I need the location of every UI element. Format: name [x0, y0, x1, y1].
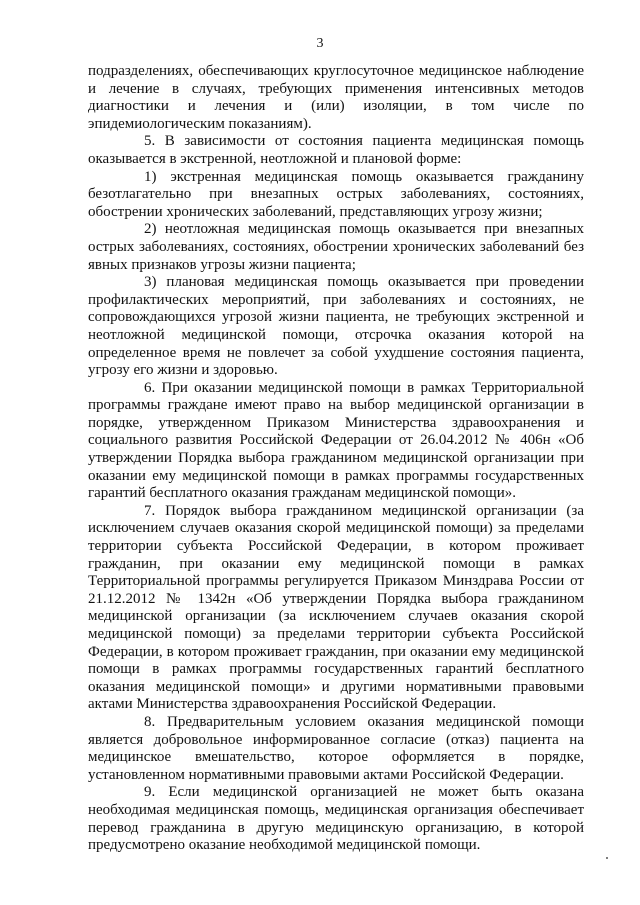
paragraph-8: 8. Предварительным условием оказания медицинской помощи является добровольное информированное согласие (отказ) пациента на медицинское вмешательство, которое оформляется в порядке, установленном нормативными правовыми актами Российской Федерации.	[88, 713, 584, 783]
paragraph-5-item-3: 3) плановая медицинская помощь оказывается при проведении профилактических мероприятий, при заболеваниях и состояниях, не сопровождающихся угрозой жизни пациента, не требующих экстренной и неотложной медицинской помощи, отсрочка оказания которой на определенное время не повлечет за собой ухудшение состояния пациента, угрозу его жизни и здоровью.	[88, 274, 584, 379]
paragraph-6: 6. При оказании медицинской помощи в рамках Территориальной программы граждане имеют право на выбор медицинской организации в порядке, утвержденном Приказом Министерства здравоохранения и социального развития Российской Федерации от 26.04.2012 № 406н «Об утверждении Порядка выбора гражданином медицинской организации при оказании ему медицинской помощи в рамках программы государственных гарантий бесплатного оказания гражданам медицинской помощи».	[88, 379, 584, 502]
scan-speck	[606, 857, 608, 859]
document-body	[88, 63, 584, 855]
paragraph-5: 5. В зависимости от состояния пациента медицинская помощь оказывается в экстренной, неотложной и плановой форме:	[88, 133, 584, 167]
paragraph-5-item-2: 2) неотложная медицинская помощь оказывается при внезапных острых заболеваниях, состояниях, обострении хронических заболеваний без явных признаков угрозы жизни пациента;	[88, 221, 584, 273]
paragraph-continuation: подразделениях, обеспечивающих круглосуточное медицинское наблюдение и лечение в случаях, требующих применения интенсивных методов диагностики и лечения и (или) изоляции, в том числе по эпидемиологическим показаниям).	[88, 63, 584, 132]
paragraph-9: 9. Если медицинской организацией не может быть оказана необходимая медицинская помощь, медицинская организация обеспечивает перевод гражданина в другую медицинскую организацию, в которой предусмотрено оказание необходимой медицинской помощи.	[88, 784, 584, 854]
page-number: 3	[316, 36, 324, 51]
paragraph-5-item-1: 1) экстренная медицинская помощь оказывается гражданину безотлагательно при внезапных острых заболеваниях, состояниях, обострении хронических заболеваний, представляющих угрозу жизни;	[88, 168, 584, 220]
paragraph-7: 7. Порядок выбора гражданином медицинской организации (за исключением случаев оказания скорой медицинской помощи) за пределами территории субъекта Российской Федерации, в котором проживает гражданин, при оказании ему медицинской помощи в рамках Территориальной программы регулируется Приказом Минздрава России от 21.12.2012 № 1342н «Об утверждении Порядка выбора гражданином медицинской организации (за исключением случаев оказания скорой медицинской помощи) за пределами территории субъекта Российской Федерации, в котором проживает гражданин, при оказании ему медицинской помощи в рамках программы государственных гарантий бесплатного оказания медицинской помощи» и другими нормативными правовыми актами Министерства здравоохранения Российской Федерации.	[88, 502, 584, 713]
